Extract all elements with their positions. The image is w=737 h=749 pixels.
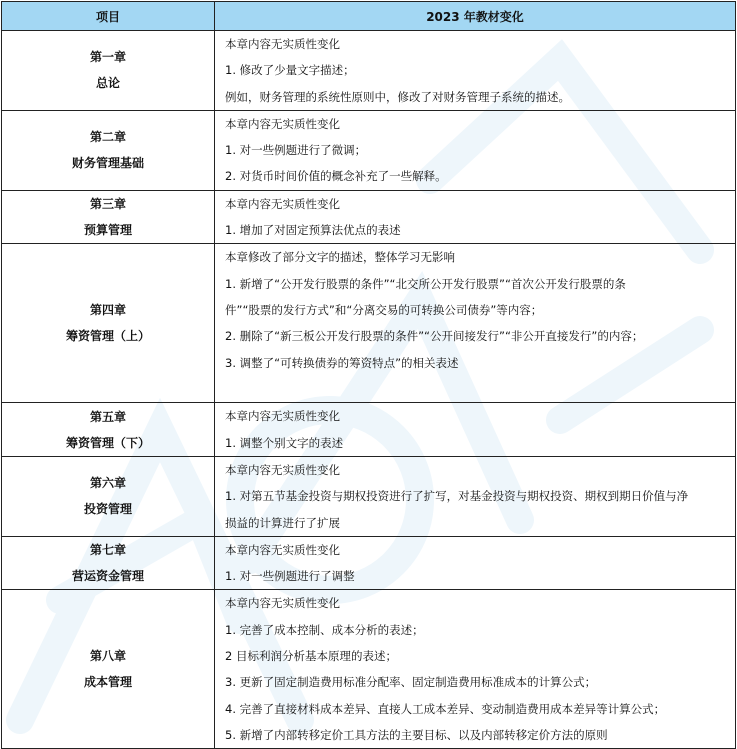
table-row (2, 110, 736, 190)
chapter-number: 第六章 (89, 476, 126, 491)
change-line: 2. 对货币时间价值的概念补充了一些解释。 (225, 169, 447, 184)
change-line: 2 目标利润分析基本原理的表述； (225, 649, 397, 664)
header-row (2, 2, 736, 31)
chapter-cell (2, 244, 215, 403)
change-line: 损益的计算进行了扩展 (225, 515, 340, 530)
changes-cell (215, 110, 736, 190)
chapter-number: 第二章 (89, 130, 126, 145)
chapter-number: 第八章 (89, 649, 126, 664)
change-line: 1. 完善了成本控制、成本分析的表述； (225, 622, 424, 637)
table-row (2, 456, 736, 536)
change-line: 5. 新增了内部转移定价工具方法的主要目标、以及内部转移定价方法的原则 (225, 727, 608, 742)
table-row (2, 590, 736, 749)
chapter-title: 营运资金管理 (71, 569, 144, 584)
change-line: 本章内容无实质性变化 (225, 542, 340, 557)
chapter-title: 总论 (95, 76, 120, 91)
chapter-cell (2, 590, 215, 749)
table-row (2, 190, 736, 244)
change-line: 本章内容无实质性变化 (225, 37, 340, 51)
table-row (2, 31, 736, 111)
change-line: 1. 增加了对固定预算法优点的表述 (225, 223, 401, 238)
change-line: 2. 删除了“新三板公开发行股票的条件”“公开间接发行”“非公开直接发行”的内容； (225, 329, 644, 344)
chapter-title: 成本管理 (83, 675, 132, 690)
change-line: 1. 新增了“公开发行股票的条件”“北交所公开发行股票”“首次公开发行股票的条 (225, 276, 626, 291)
change-line: 1. 对一些例题进行了调整 (225, 569, 355, 584)
changes-cell (215, 590, 736, 749)
chapter-title: 投资管理 (83, 502, 132, 517)
changes-cell (215, 536, 736, 590)
textbook-changes-table (1, 1, 736, 749)
chapter-title: 预算管理 (83, 223, 132, 238)
change-line: 本章内容无实质性变化 (225, 462, 340, 477)
table-row (2, 244, 736, 403)
chapter-number: 第三章 (89, 197, 126, 212)
chapter-number: 第五章 (89, 409, 126, 424)
chapter-title: 筹资管理（上） (65, 329, 150, 344)
change-line: 3. 调整了“可转换债券的筹资特点”的相关表述 (225, 355, 459, 370)
changes-cell (215, 190, 736, 244)
chapter-cell (2, 31, 215, 111)
chapter-cell (2, 403, 215, 457)
change-line: 1. 调整个别文字的表述 (225, 435, 344, 450)
table-row (2, 403, 736, 457)
changes-cell (215, 456, 736, 536)
chapter-cell (2, 536, 215, 590)
change-line: 1. 修改了少量文字描述； (225, 63, 355, 78)
change-line: 本章内容无实质性变化 (225, 116, 340, 131)
change-line: 本章内容无实质性变化 (225, 596, 340, 611)
change-line: 例如，财务管理的系统性原则中，修改了对财务管理子系统的描述。 (225, 89, 570, 104)
chapter-cell (2, 190, 215, 244)
change-line: 1. 对一些例题进行了微调； (225, 143, 367, 158)
change-line: 1. 对第五节基金投资与期权投资进行了扩写，对基金投资与期权投资、期权到期日价值与净 (225, 489, 689, 504)
chapter-number: 第一章 (89, 50, 126, 65)
changes-cell (215, 31, 736, 111)
changes-cell (215, 403, 736, 457)
table-row (2, 536, 736, 590)
change-line: 本章修改了部分文字的描述，整体学习无影响 (225, 250, 455, 265)
chapter-title: 筹资管理（下） (65, 435, 150, 450)
change-line: 4. 完善了直接材料成本差异、直接人工成本差异、变动制造费用成本差异等计算公式； (225, 701, 666, 716)
chapter-cell (2, 456, 215, 536)
header-item: 项目 (2, 2, 215, 31)
chapter-title: 财务管理基础 (71, 156, 144, 171)
chapter-cell (2, 110, 215, 190)
change-line: 件”“股票的发行方式”和“分离交易的可转换公司债券”等内容； (225, 302, 543, 317)
changes-cell (215, 244, 736, 403)
change-line: 3. 更新了固定制造费用标准分配率、固定制造费用标准成本的计算公式； (225, 675, 597, 690)
chapter-number: 第四章 (89, 303, 126, 318)
change-line: 本章内容无实质性变化 (225, 409, 340, 424)
change-line: 本章内容无实质性变化 (225, 196, 340, 211)
header-changes: 2023 年教材变化 (215, 2, 736, 31)
chapter-number: 第七章 (89, 543, 126, 558)
